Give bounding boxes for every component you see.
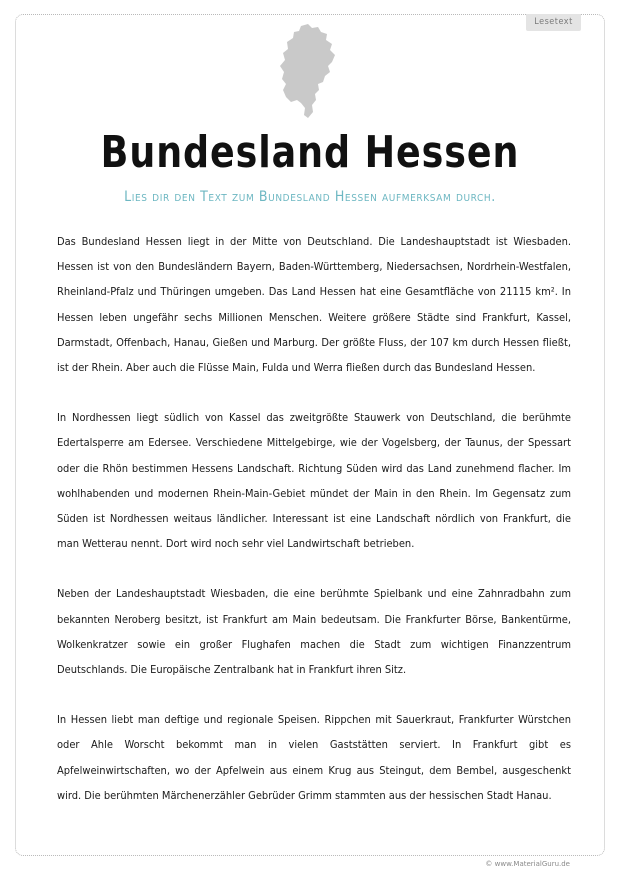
text-body: [57, 229, 571, 833]
hessen-map-icon: [274, 22, 340, 122]
paragraph-4: In Hessen liebt man deftige und regionale Speisen. Rippchen mit Sauerkraut, Frankfurter Würstchen oder Ahle Worscht bekommt man in vielen Gaststätten serviert. In Frankfurt gibt es Apfelweinwirtschaften, wo der Apfelwein aus einem Krug aus Steingut, dem Bembel, ausgeschenkt wird. Die berühmten Märchenerzähler Gebrüder Grimm stammten aus der hessischen Stadt Hanau.: [57, 713, 571, 802]
paragraph-1: Das Bundesland Hessen liegt in der Mitte von Deutschland. Die Landeshauptstadt ist Wiesbaden. Hessen ist von den Bundesländern Bayern, Baden-Württemberg, Niedersachsen, Nordrhein-Westfalen, Rheinland-Pfalz und Thüringen umgeben. Das Land Hessen hat eine Gesamtfläche von 21115 km². In Hessen leben ungefähr sechs Millionen Menschen. Weitere größere Städte sind Frankfurt, Kassel, Darmstadt, Offenbach, Hanau, Gießen und Marburg. Der größte Fluss, der 107 km durch Hessen fließt, ist der Rhein. Aber auch die Flüsse Main, Fulda und Werra fließen durch das Bundesland Hessen.: [57, 235, 571, 375]
lesetext-badge: Lesetext: [526, 14, 581, 31]
copyright-footer: © www.MaterialGuru.de: [485, 860, 570, 868]
instruction-subtitle: Lies dir den Text zum Bundesland Hessen aufmerksam durch.: [124, 189, 496, 205]
paragraph-3: Neben der Landeshauptstadt Wiesbaden, die eine berühmte Spielbank und eine Zahnradbahn zum bekannten Neroberg besitzt, ist Frankfurt am Main bedeutsam. Die Frankfurter Börse, Bankentürme, Wolkenkratzer sowie ein großer Flughafen machen die Stadt zum wichtigen Finanzzentrum Deutschlands. Die Europäische Zentralbank hat in Frankfurt ihren Sitz.: [57, 587, 571, 677]
paragraph-2: In Nordhessen liegt südlich von Kassel das zweitgrößte Stauwerk von Deutschland, die berühmte Edertalsperre am Edersee. Verschiedene Mittelgebirge, wie der Vogelsberg, der Taunus, der Spessart oder die Rhön bestimmen Hessens Landschaft. Richtung Süden wird das Land zunehmend flacher. Im wohlhabenden und modernen Rhein-Main-Gebiet mündet der Main in den Rhein. Im Gegensatz zum Süden ist Nordhessen weitaus ländlicher. Interessant ist eine Landschaft nördlich von Frankfurt, die man Wetterau nennt. Dort wird noch sehr viel Landwirtschaft betrieben.: [57, 411, 571, 551]
page-title: Bundesland Hessen: [100, 127, 520, 178]
